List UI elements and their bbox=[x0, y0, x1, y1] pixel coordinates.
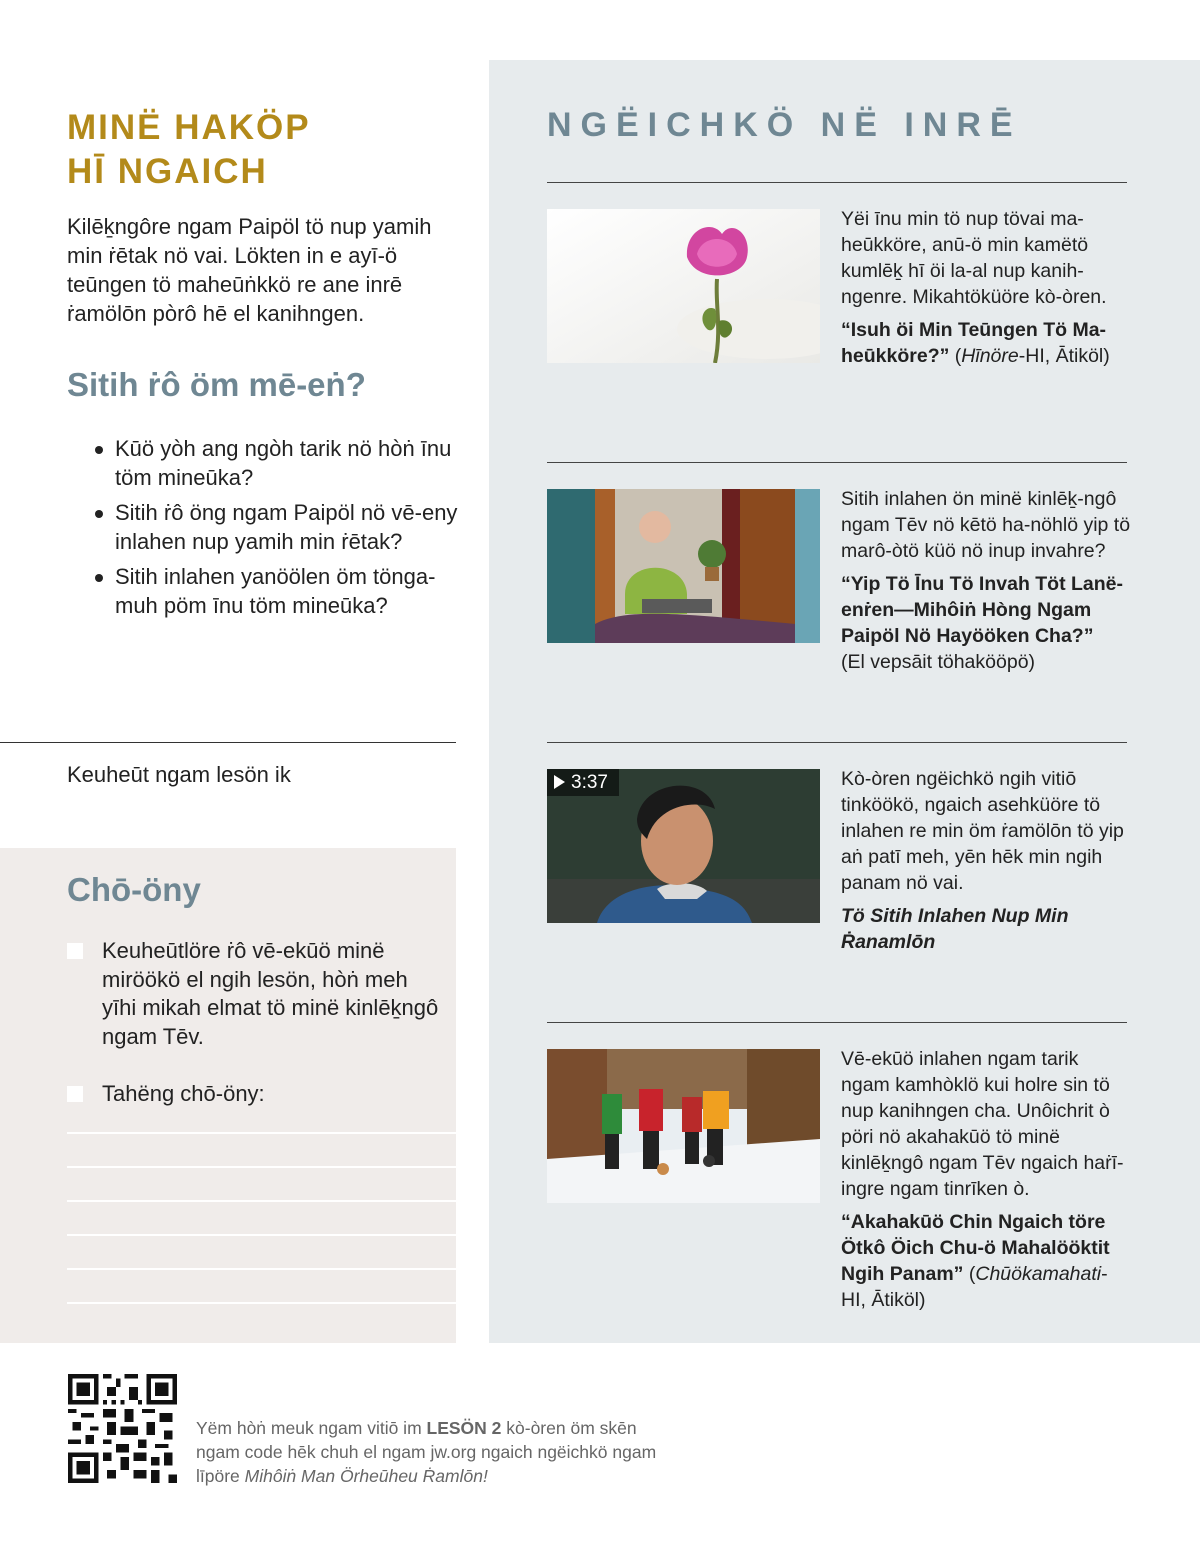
footer-text bbox=[196, 1416, 676, 1488]
card-reference[interactable]: “Isuh öi Min Teūngen Tö Ma-heūkköre?” (Hīnöre-HI, Ātiköl) bbox=[841, 319, 1110, 367]
write-line[interactable] bbox=[67, 1302, 456, 1304]
reference-title: “Yip Tö Īnu Tö Invah Töt Lanë-enṙen—Mihôiṅ Hòng Ngam Paipöl Nö Hayööken Cha?” bbox=[841, 573, 1124, 647]
summary-title: MINË HAKÖP HĪ NGAICH bbox=[67, 108, 311, 191]
footer-text-part: kò-òren öm skēn ngam code hēk chuh el ngam jw.org ngaich ngëichkö ngam līpöre bbox=[196, 1418, 657, 1486]
write-line[interactable] bbox=[67, 1200, 456, 1202]
question-item: Sitih inlahen yanöölen öm tönga-muh pöm īnu töm mineūka? bbox=[93, 563, 463, 620]
write-line[interactable] bbox=[67, 1166, 456, 1168]
explore-card-text bbox=[841, 206, 1131, 369]
reference-title: “Isuh öi Min Teūngen Tö Ma-heūkköre?” bbox=[841, 319, 1107, 367]
divider bbox=[547, 182, 1127, 183]
divider bbox=[0, 742, 456, 743]
flower-image[interactable] bbox=[547, 209, 820, 363]
explore-card-text bbox=[841, 766, 1131, 955]
reference-source-italic: Hīnöre bbox=[961, 345, 1019, 367]
explore-card-text bbox=[841, 486, 1131, 675]
divider bbox=[547, 742, 1127, 743]
footer-lesson: LESÖN 2 bbox=[426, 1418, 502, 1438]
task-item-text: Tahëng chō-öny: bbox=[102, 1081, 265, 1106]
play-icon bbox=[554, 775, 565, 789]
write-line[interactable] bbox=[67, 1234, 456, 1236]
footer-text-part: Yëm hòṅ meuk ngam vitiō im bbox=[196, 1418, 427, 1438]
checkbox[interactable] bbox=[67, 1086, 83, 1102]
questions-list bbox=[93, 435, 463, 627]
divider bbox=[547, 1022, 1127, 1023]
reference-title: “Akahakūö Chin Ngaich töre Ötkô Öich Chu-ö Mahalööktit Ngih Panam” bbox=[841, 1211, 1110, 1285]
write-line[interactable] bbox=[67, 1268, 456, 1270]
summary-intro: Kilēḵngôre ngam Paipöl tö nup yamih min ṙētak nö vai. Lökten in e ayī-ö teūngen tö maheūṅkkö re ane inrē ṙamölōn pòrô hē el kanihngen. bbox=[67, 214, 432, 326]
task-item-text: Keuheūtlöre ṙô vē-ekūö minë miröökö el ngih lesön, hòṅ meh yīhi mikah elmat tö minë kinlēḵngô ngam Tēv. bbox=[102, 938, 439, 1049]
card-description: Sitih inlahen ön minë kinlēḵ-ngô ngam Tēv nö kētö ha-nöhlö yip tö marô-òtö küö nö inup invahre? bbox=[841, 488, 1131, 562]
video-duration-badge bbox=[547, 769, 619, 796]
footer-book-title: Mihôiṅ Man Örheūheu Ṙamlōn! bbox=[244, 1466, 488, 1486]
card-reference[interactable] bbox=[841, 571, 1131, 675]
task-item bbox=[67, 937, 447, 1051]
divider bbox=[547, 462, 1127, 463]
checkbox[interactable] bbox=[67, 943, 83, 959]
reference-source: (El vepsāit töhakööpö) bbox=[841, 651, 1036, 673]
card-description: Kò-òren ngëichkö ngih vitiō tinköökö, ngaich asehküöre tö inlahen re min öm ṙamölōn tö yip aṅ patī meh, yēn hēk min ngih panam nö vai. bbox=[841, 768, 1124, 894]
video-duration: 3:37 bbox=[571, 772, 608, 793]
card-reference[interactable]: “Akahakūö Chin Ngaich töre Ötkô Öich Chu-ö Mahalööktit Ngih Panam” (Chūökamahati-HI, Ātiköl) bbox=[841, 1211, 1110, 1311]
explore-card-text bbox=[841, 1046, 1131, 1313]
questions-heading: Sitih ṙô öm mē-eṅ? bbox=[67, 366, 366, 403]
task-item bbox=[67, 1080, 447, 1109]
qr-code[interactable] bbox=[68, 1374, 177, 1483]
card-description: Yëi īnu min tö nup tövai ma-heūkköre, anū-ö min kamëtö kumlēḵ hī öi la-al nup kanih-ngenre. Mikahtöküöre kò-òren. bbox=[841, 208, 1107, 308]
task-heading: Chō-öny bbox=[67, 871, 201, 908]
review-label: Keuheūt ngam lesön ik bbox=[67, 762, 291, 787]
card-reference[interactable]: Tö Sitih Inlahen Nup Min Ṙanamlōn bbox=[841, 905, 1069, 953]
reference-source: -HI, Ātiköl) bbox=[841, 1263, 1108, 1311]
card-description: Vē-ekūö inlahen ngam tarik ngam kamhòklö kui holre sin tö nup kanihngen cha. Unôichrit ò pöri nö akahakūö tö minë kinlēḵngô ngam Tēv ngaich haṙī-ingre ngam tinrīken ò. bbox=[841, 1048, 1124, 1200]
explore-title: NGËICHKÖ NË INRĒ bbox=[547, 106, 1022, 144]
question-item: Sitih ṙô öng ngam Paipöl nö vē-eny inlahen nup yamih min ṙētak? bbox=[93, 499, 463, 556]
reference-source: -HI, Ātiköl) bbox=[1018, 345, 1110, 367]
family-walk-image[interactable] bbox=[547, 1049, 820, 1203]
reference-source-italic: Chūökamahati bbox=[975, 1263, 1102, 1285]
question-item: Kūö yòh ang ngòh tarik nö hòṅ īnu töm mineūka? bbox=[93, 435, 463, 492]
write-line[interactable] bbox=[67, 1132, 456, 1134]
man-window-image[interactable] bbox=[547, 489, 820, 643]
